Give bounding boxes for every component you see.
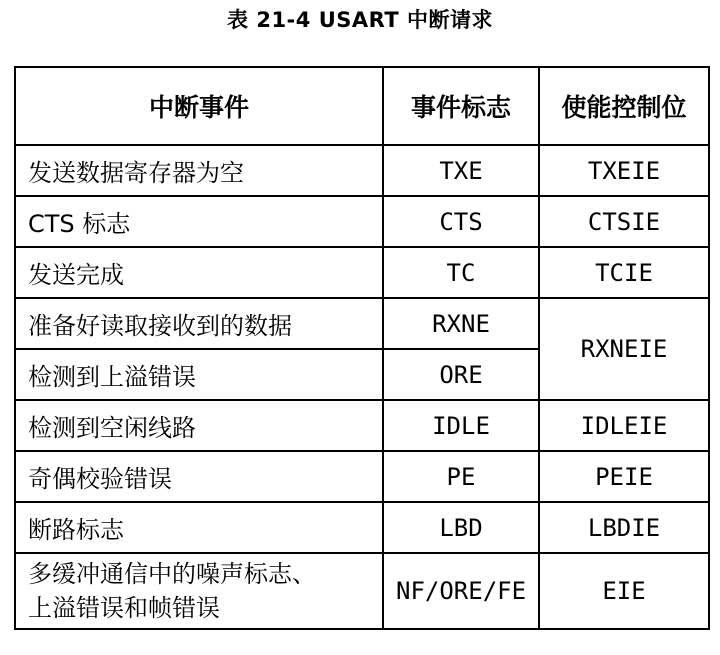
table-row [15,145,709,196]
event-cell: 检测到空闲线路 [15,400,383,451]
enable-bit-cell: PEIE [539,451,709,502]
enable-bit-cell-merged: RXNEIE [539,298,709,400]
usart-interrupt-table [14,66,710,630]
event-cell: 发送完成 [15,247,383,298]
enable-bit-cell: TXEIE [539,145,709,196]
table-row [15,502,709,553]
flag-cell: TXE [383,145,539,196]
table-header-row [15,67,709,145]
table-row [15,400,709,451]
flag-cell: PE [383,451,539,502]
flag-cell: IDLE [383,400,539,451]
event-line-1: 多缓冲通信中的噪声标志、 [28,560,316,588]
flag-cell: NF/ORE/FE [383,553,539,629]
event-line-2: 上溢错误和帧错误 [28,594,220,622]
flag-cell: ORE [383,349,539,400]
enable-bit-cell: CTSIE [539,196,709,247]
table-row [15,553,709,629]
event-cell: 准备好读取接收到的数据 [15,298,383,349]
table-caption: 表 21-4 USART 中断请求 [227,8,493,32]
enable-bit-cell: LBDIE [539,502,709,553]
flag-cell: RXNE [383,298,539,349]
event-cell: 断路标志 [15,502,383,553]
table-row [15,451,709,502]
table-row [15,247,709,298]
header-enable-control-bit: 使能控制位 [539,67,709,145]
enable-bit-cell: IDLEIE [539,400,709,451]
table-row [15,298,709,349]
flag-cell: TC [383,247,539,298]
flag-cell: CTS [383,196,539,247]
event-cell [15,553,383,629]
table-row [15,196,709,247]
event-cell: 发送数据寄存器为空 [15,145,383,196]
event-cell: 奇偶校验错误 [15,451,383,502]
header-event-flag: 事件标志 [383,67,539,145]
event-cell: CTS 标志 [15,196,383,247]
enable-bit-cell: EIE [539,553,709,629]
enable-bit-cell: TCIE [539,247,709,298]
event-cell: 检测到上溢错误 [15,349,383,400]
header-interrupt-event: 中断事件 [15,67,383,145]
flag-cell: LBD [383,502,539,553]
